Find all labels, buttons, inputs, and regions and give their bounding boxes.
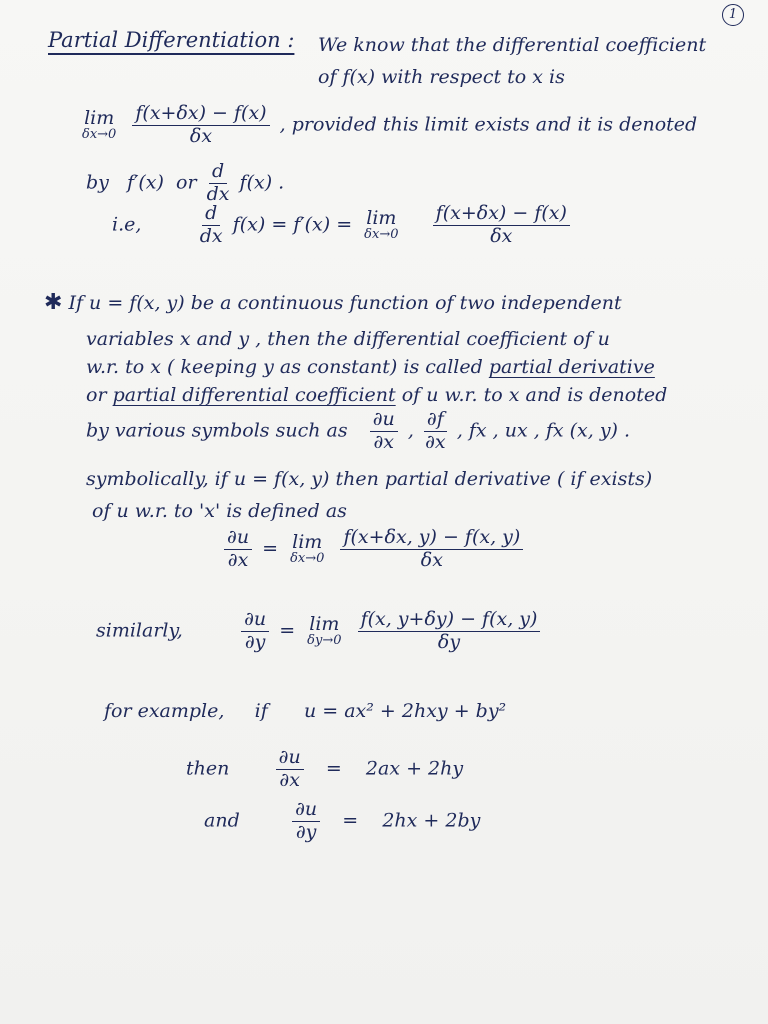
partial-y-definition: similarly, $\frac{\partial u}{\partial y}$ = lim δy→0 $\frac{f(x, y+\delta y) - f(x, y)}{\delta y}$ — [96, 610, 544, 653]
intro-line-2: of f(x) with respect to x is — [318, 66, 565, 88]
intro-line-3: , provided this limit exists and it is denoted — [279, 113, 698, 136]
partial-x-definition: $\frac{\partial u}{\partial x}$ = lim δx→0 $\frac{f(x+\delta x, y) - f(x, y)}{\delta x}$ — [220, 528, 527, 571]
definition-line-2: variables x and y , then the differential coefficient of u — [86, 328, 610, 350]
definition-line-5: by various symbols such as $\frac{\partial u}{\partial x}$ , $\frac{\partial f}{\partial x}$ , fx , ux , fx (x, y) . — [86, 408, 631, 453]
intro-line-4: by f′(x) or $\frac{d}{dx}$ f(x) . — [86, 160, 285, 205]
example-and-row: and $\frac{\partial u}{\partial y}$ = 2hx + 2by — [204, 798, 481, 843]
limit-definition-row — [76, 104, 697, 147]
definition-line-1: ✱ If u = f(x, y) be a continuous function of two independent — [44, 290, 622, 315]
symbolic-line-1: symbolically, if u = f(x, y) then partial derivative ( if exists) — [86, 468, 653, 490]
example-line: for example, if u = ax² + 2hxy + by² — [104, 700, 507, 722]
star-bullet-icon: ✱ — [44, 290, 63, 315]
difference-quotient: $\frac{f(x+\delta x) - f(x)}{\delta x}$ — [132, 104, 269, 147]
definition-line-4: or partial differential coefficient of u w.r. to x and is denoted — [86, 384, 668, 406]
term-partial-differential-coefficient: partial differential coefficient — [112, 384, 396, 406]
limit-operator: lim δx→0 — [82, 107, 117, 143]
intro-line-1: We know that the differential coefficient — [318, 34, 707, 56]
page-title: Partial Differentiation : — [48, 28, 295, 52]
term-partial-derivative: partial derivative — [488, 356, 655, 378]
definition-line-3: w.r. to x ( keeping y as constant) is called partial derivative — [86, 356, 655, 378]
page-number: 1 — [722, 4, 744, 26]
example-then-row: then $\frac{\partial u}{\partial x}$ = 2ax + 2hy — [186, 746, 464, 791]
symbolic-line-2: of u w.r. to 'x' is defined as — [92, 500, 347, 522]
ie-equation: i.e, $\frac{d}{dx}$ f(x) = f′(x) = lim δx→0 $\frac{f(x+\delta x) - f(x)}{\delta x}$ — [112, 204, 574, 247]
